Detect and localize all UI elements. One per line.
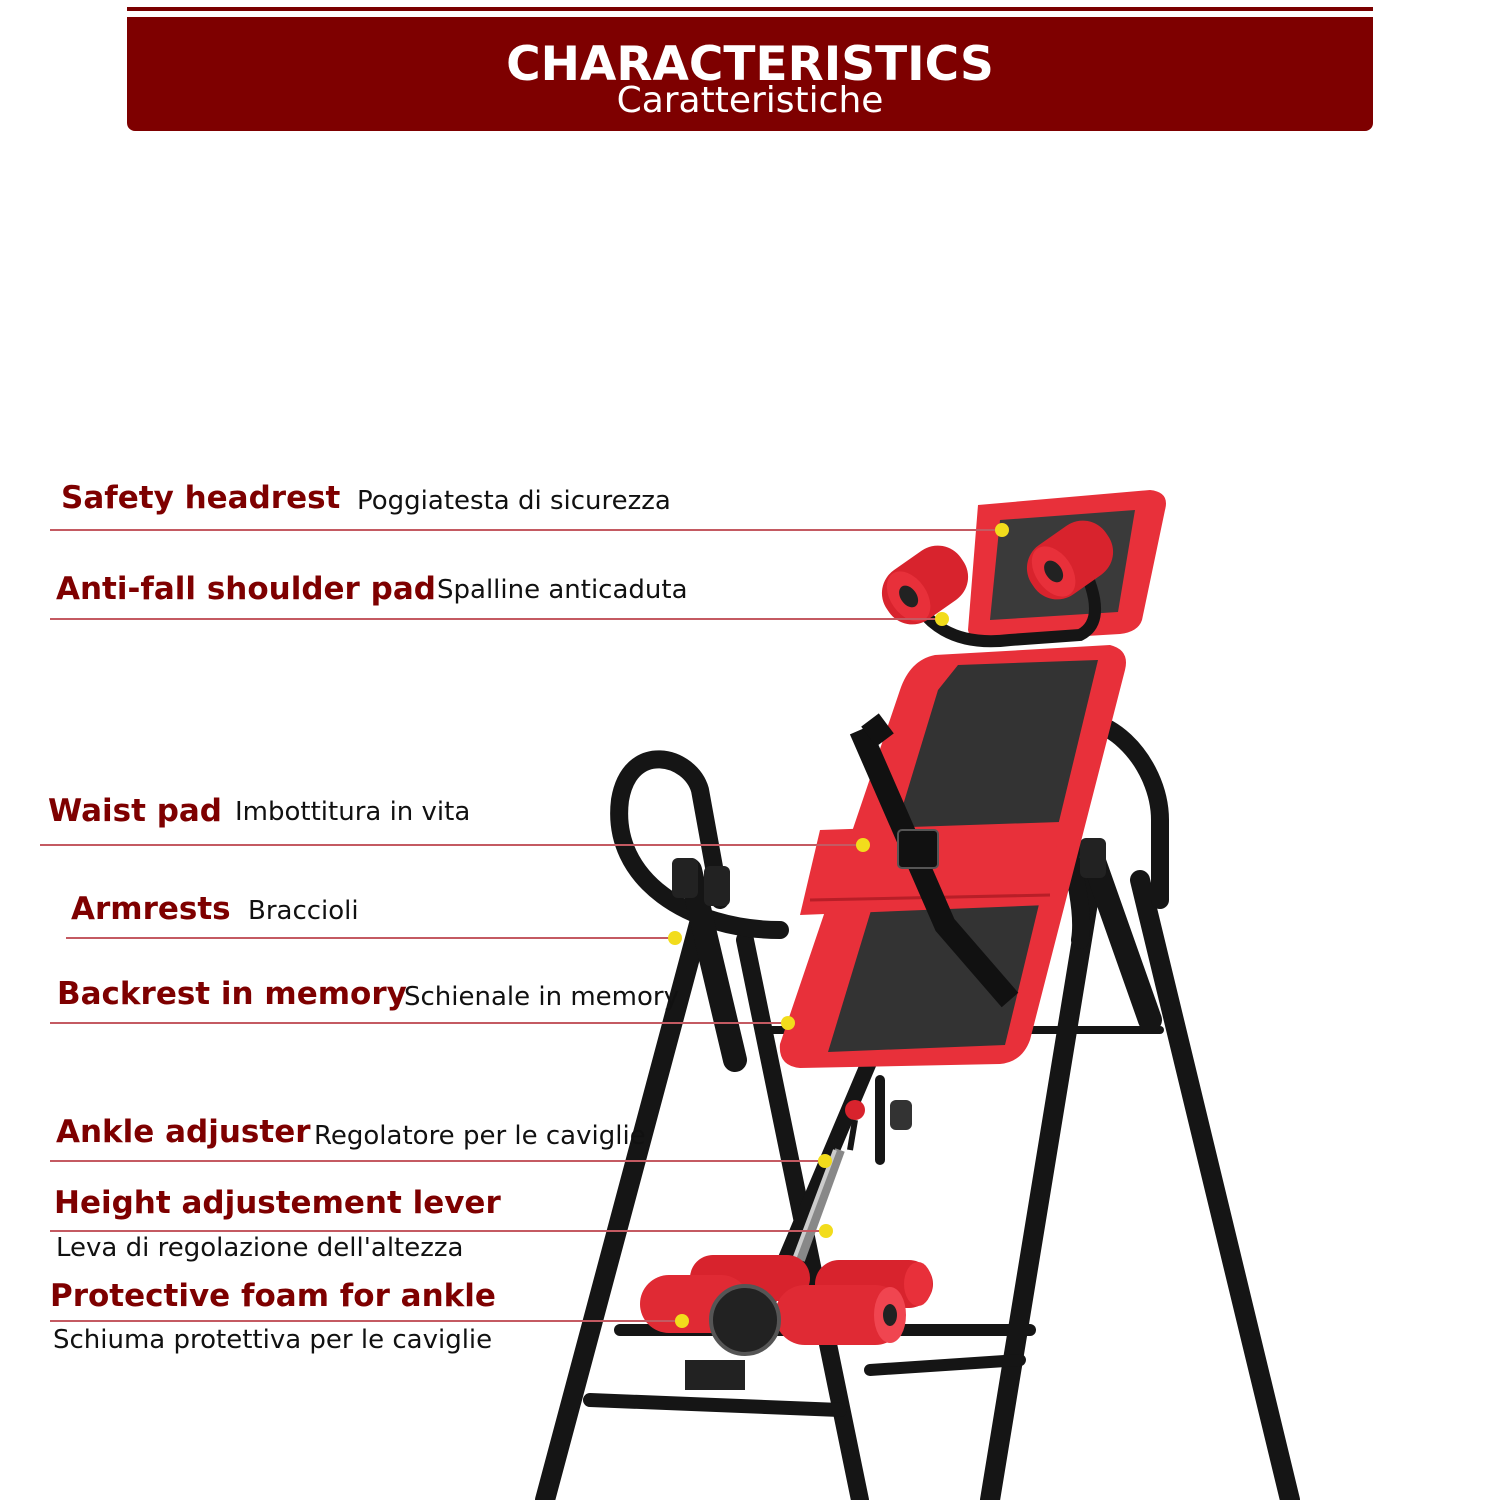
feature-translation-shoulder-pad: Spalline anticaduta <box>437 575 688 605</box>
page-title: CHARACTERISTICS <box>506 37 994 92</box>
feature-label-armrests: Armrests <box>71 891 231 927</box>
feature-translation-height-lever: Leva di regolazione dell'altezza <box>56 1233 464 1263</box>
feature-translation-safety-headrest: Poggiatesta di sicurezza <box>357 486 671 516</box>
marker-dot <box>995 523 1009 537</box>
post-cap-left <box>672 858 698 898</box>
feature-label-shoulder-pad: Anti-fall shoulder pad <box>56 571 436 607</box>
feature-label-ankle-foam: Protective foam for ankle <box>50 1278 496 1314</box>
feature-translation-armrests: Braccioli <box>248 896 359 926</box>
feature-label-backrest: Backrest in memory <box>57 976 407 1012</box>
page-subtitle: Caratteristiche <box>616 80 884 121</box>
feature-translation-ankle-adjuster: Regolatore per le caviglie <box>314 1121 646 1151</box>
feature-translation-ankle-foam: Schiuma protettiva per le caviglie <box>53 1325 493 1355</box>
feature-label-ankle-adjuster: Ankle adjuster <box>56 1114 311 1150</box>
feature-translation-backrest: Schienale in memory <box>404 982 679 1012</box>
feature-label-height-lever: Height adjustement lever <box>54 1185 501 1221</box>
feature-label-waist-pad: Waist pad <box>48 793 222 829</box>
feature-translation-waist-pad: Imbottitura in vita <box>235 797 471 827</box>
feature-label-safety-headrest: Safety headrest <box>61 480 341 516</box>
